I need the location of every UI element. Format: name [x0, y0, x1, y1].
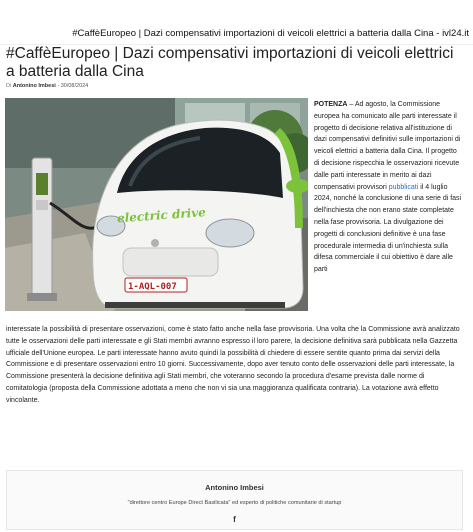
article-text-right-column [314, 99, 464, 276]
article-meta [6, 83, 88, 89]
facebook-icon[interactable]: f [233, 515, 236, 524]
pubblicati-link[interactable]: pubblicati [388, 183, 419, 191]
charging-station [27, 158, 57, 301]
license-plate: 1-AQL-007 [128, 282, 177, 292]
site-header [0, 0, 473, 45]
author-box-name[interactable]: Antonino Imbesi [205, 483, 264, 492]
paragraph-part2: il 4 luglio 2024, nonché la conclusione di una serie di fasi dell'inchiesta che non erano state completate nella fase provvisoria. La divulgazione dei progetti di conclusioni definitive è una fase procedurale intermedia di un'inchiesta sulla difesa commerciale il cui obiettivo è dare alle parti [314, 183, 462, 274]
meta-by: Di [6, 83, 12, 89]
article-text-full-width: interessate la possibilità di presentare osservazioni, come è stato fatto anche nella fase provvisoria. Una volta che la Commissione avrà analizzato tutte le osservazioni delle parti interessate e gli Stati membri avranno espresso il loro parere, la decisione definitiva sarà pubblicata nella Gazzetta ufficiale dell'Unione europea. Le parti interessate hanno avuto quindi la possibilità di chiedere di essere sentite quanto prima dai servizi della Commissione e di presentare osservazioni entro 10 giorni. Successivamente, dopo aver tenuto conto delle osservazioni delle parti interessate, la Commissione presenterà la decisione definitiva agli Stati membri, che voteranno secondo la procedura d'esame prevista dalle norme di comitatologia (proposta della Commissione adottata a meno che non vi sia una maggioranza qualificata contraria). La votazione avrà effetto vincolante. [6, 326, 460, 404]
decal-text: electric drive [116, 205, 207, 226]
header-breadcrumb[interactable]: #CaffèEuropeo | Dazi compensativi importazioni di veicoli elettrici a batteria dalla Cina - ivl24.it [72, 28, 469, 39]
meta-date: 30/08/2024 [60, 83, 89, 89]
dateline-location: POTENZA [314, 101, 348, 108]
paragraph-part1: Ad agosto, la Commissione europea ha comunicato alle parti interessate il progetto di decisione relativa all'istituzione di dazi compensativi definitivi sulle importazioni di veicoli elettrici a batteria dalla Cina. Il progetto di decisione rispecchia le osservazioni ricevute dalle parti interessate in merito ai dazi compensativi provvisori [314, 101, 461, 191]
meta-author-link[interactable]: Antonino Imbesi [12, 83, 56, 89]
dateline-dash: – [347, 101, 355, 108]
author-box [6, 470, 463, 530]
article-image [5, 98, 308, 311]
article-title: #CaffèEuropeo | Dazi compensativi importazioni di veicoli elettrici a batteria dalla Cina [6, 45, 454, 80]
meta-separator: - [55, 83, 61, 89]
author-box-bio: "direttore centro Europe Direct Basilicata" ed esperto di politiche comunitarie di startup [127, 500, 342, 506]
